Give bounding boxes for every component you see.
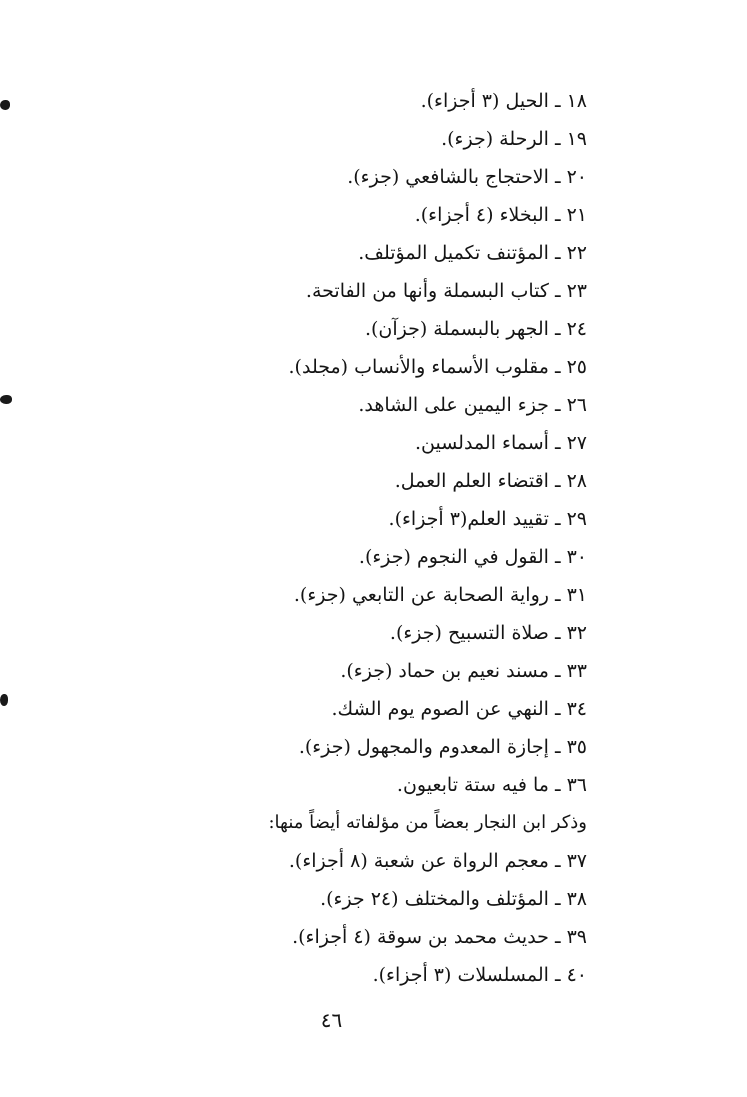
list-item: ٣٢ ـ صلاة التسبيح (جزء). <box>389 622 587 644</box>
list-item: ٢٨ ـ اقتضاء العلم العمل. <box>394 470 587 492</box>
scan-mark <box>0 100 10 110</box>
page-number-container <box>0 1008 747 1032</box>
list-item: ٣٣ ـ مسند نعيم بن حماد (جزء). <box>340 660 587 682</box>
list-item: ٤٠ ـ المسلسلات (٣ أجزاء). <box>372 964 587 986</box>
scan-mark <box>0 694 8 706</box>
list-item: ٢٧ ـ أسماء المدلسين. <box>414 432 587 454</box>
scan-mark <box>0 395 12 404</box>
list-item: ١٨ ـ الحيل (٣ أجزاء). <box>420 90 587 112</box>
list-item: ١٩ ـ الرحلة (جزء). <box>441 128 587 150</box>
works-list <box>127 82 587 994</box>
list-item: ٢٥ ـ مقلوب الأسماء والأنساب (مجلد). <box>288 356 587 378</box>
list-item: ٢٣ ـ كتاب البسملة وأنها من الفاتحة. <box>305 280 587 302</box>
list-item: ٢٠ ـ الاحتجاج بالشافعي (جزء). <box>347 166 587 188</box>
page-number: ٤٦ <box>320 1008 343 1032</box>
list-item: ٣٧ ـ معجم الرواة عن شعبة (٨ أجزاء). <box>288 850 587 872</box>
list-item: ٢٤ ـ الجهر بالبسملة (جزآن). <box>364 318 587 340</box>
list-item: ٣٤ ـ النهي عن الصوم يوم الشك. <box>331 698 587 720</box>
list-item: ٣١ ـ رواية الصحابة عن التابعي (جزء). <box>293 584 587 606</box>
list-item: ٣٠ ـ القول في النجوم (جزء). <box>358 546 587 568</box>
list-item: ٣٦ ـ ما فيه ستة تابعيون. <box>396 774 587 796</box>
list-item: ٢١ ـ البخلاء (٤ أجزاء). <box>414 204 587 226</box>
list-item: ٢٦ ـ جزء اليمين على الشاهد. <box>358 394 587 416</box>
list-item: ٢٩ ـ تقييد العلم(٣ أجزاء). <box>388 508 587 530</box>
list-item: ٣٨ ـ المؤتلف والمختلف (٢٤ جزء). <box>320 888 587 910</box>
intro-paragraph: وذكر ابن النجار بعضاً من مؤلفاته أيضاً منها: <box>268 812 587 833</box>
list-item: ٢٢ ـ المؤتنف تكميل المؤتلف. <box>358 242 587 264</box>
list-item: ٣٩ ـ حديث محمد بن سوقة (٤ أجزاء). <box>292 926 587 948</box>
list-item: ٣٥ ـ إجازة المعدوم والمجهول (جزء). <box>298 736 587 758</box>
